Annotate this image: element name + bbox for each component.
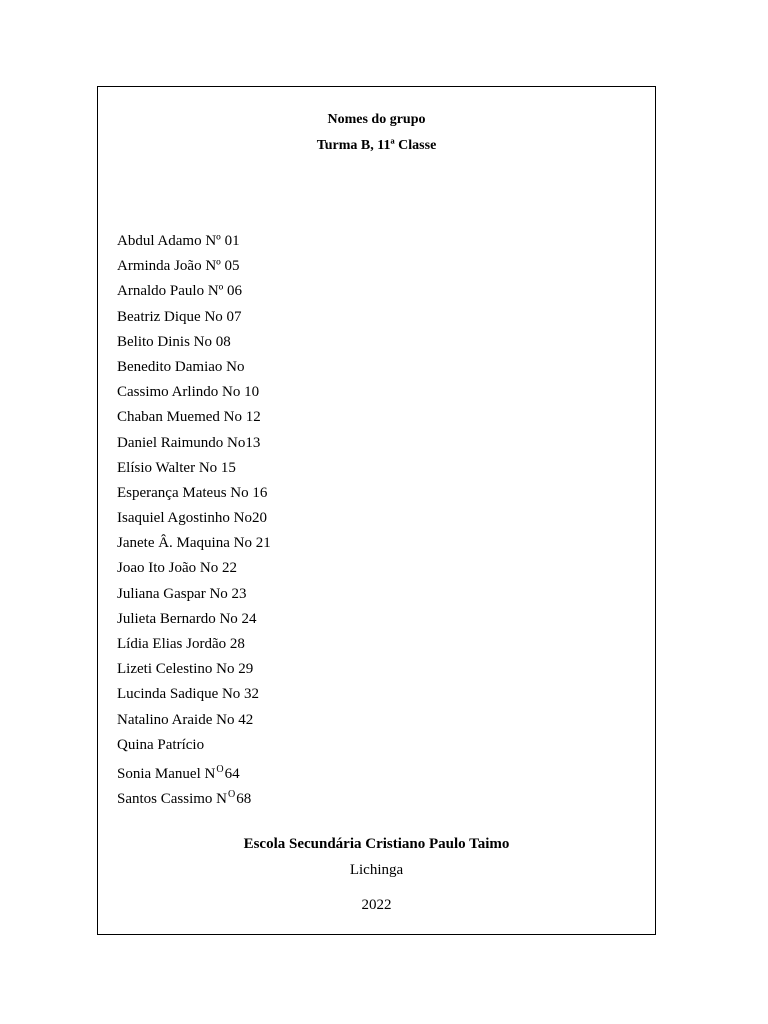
list-item: Beatriz Dique No 07	[117, 308, 242, 325]
list-item: Julieta Bernardo No 24	[117, 610, 257, 627]
superscript-o: O	[228, 789, 236, 801]
list-item: Abdul Adamo Nº 01	[117, 233, 240, 249]
list-item: Joao Ito João No 22	[117, 560, 237, 577]
list-item: Quina Patrício	[117, 736, 205, 753]
list-item: Benedito Damiao No	[117, 358, 245, 375]
class-subtitle: Turma B, 11ª Classe	[316, 138, 437, 153]
list-item: Lucinda Sadique No 32	[117, 686, 260, 703]
list-item: Natalino Araide No 42	[117, 711, 254, 728]
list-item: Daniel Raimundo No13	[117, 434, 261, 451]
member-name: Sonia Manuel N	[117, 765, 216, 782]
school-name: Escola Secundária Cristiano Paulo Taimo	[243, 836, 510, 852]
list-item: Lizeti Celestino No 29	[117, 661, 254, 678]
group-names-title: Nomes do grupo	[327, 112, 426, 127]
member-name: Santos Cassimo N	[117, 791, 228, 808]
list-item	[117, 786, 271, 811]
year: 2022	[361, 897, 392, 913]
list-item: Janete Â. Maquina No 21	[117, 535, 271, 552]
list-item: Cassimo Arlindo No 10	[117, 384, 260, 401]
member-list	[117, 232, 271, 811]
list-item: Arnaldo Paulo Nº 06	[117, 283, 243, 300]
superscript-o: O	[216, 763, 224, 775]
list-item: Chaban Muemed No 12	[117, 409, 261, 426]
city-name: Lichinga	[349, 862, 404, 878]
list-item: Elísio Walter No 15	[117, 459, 236, 476]
list-item: Belito Dinis No 08	[117, 333, 231, 350]
list-item: Juliana Gaspar No 23	[117, 585, 247, 602]
document-page	[97, 86, 656, 935]
list-item	[117, 761, 271, 786]
list-item: Isaquiel Agostinho No20	[117, 510, 267, 527]
member-number: 68	[236, 791, 252, 808]
list-item: Lídia Elias Jordão 28	[117, 636, 245, 652]
member-number: 64	[224, 765, 240, 782]
list-item: Esperança Mateus No 16	[117, 484, 268, 501]
list-item: Arminda João Nº 05	[117, 258, 240, 275]
